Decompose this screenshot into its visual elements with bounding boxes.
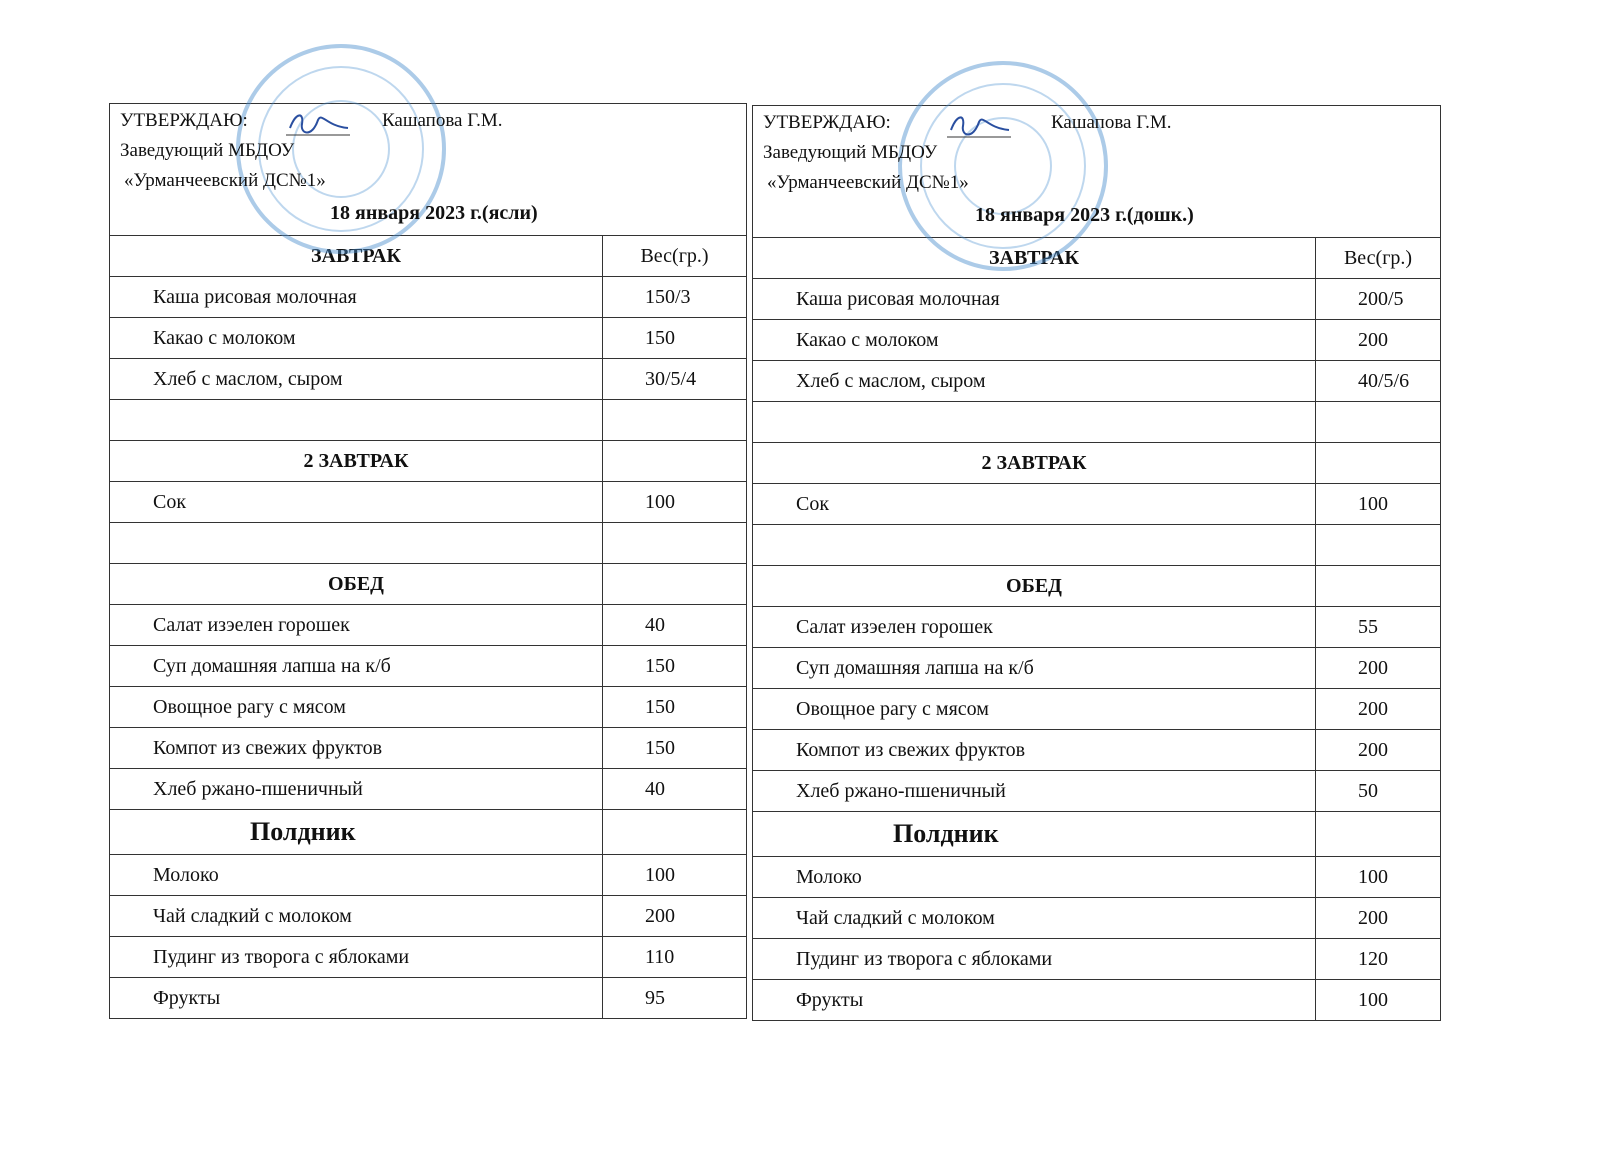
empty-row (753, 525, 1440, 566)
table-row (110, 482, 746, 523)
approver-name: Кашапова Г.М. (1051, 112, 1172, 133)
dish-cell: Пудинг из творога с яблоками (110, 937, 603, 977)
weight-cell: 50 (1358, 779, 1378, 802)
dish-cell (110, 400, 603, 440)
weight-cell: 200 (645, 904, 675, 927)
table-row (753, 648, 1440, 689)
dish-cell: Салат изэелен горошек (753, 607, 1316, 647)
weight-cell: 30/5/4 (645, 367, 697, 390)
weight-cell: 150/3 (645, 285, 691, 308)
dish-cell: Молоко (753, 857, 1316, 897)
snack-header-row (753, 812, 1440, 857)
breakfast-header-row (753, 238, 1440, 279)
table-row (753, 689, 1440, 730)
signature (943, 110, 1013, 144)
weight-cell: 100 (645, 863, 675, 886)
approval-header (753, 106, 1440, 238)
dish-cell: Сок (753, 484, 1316, 524)
weight-cell: 120 (1358, 947, 1388, 970)
dish-cell: Пудинг из творога с яблоками (753, 939, 1316, 979)
weight-cell (1316, 525, 1440, 565)
weight-cell: 100 (645, 490, 675, 513)
weight-cell: 200 (1358, 656, 1388, 679)
institution-name: «Урманчеевский ДС№1» (767, 172, 969, 193)
empty-row (110, 400, 746, 441)
dish-cell: ЗАВТРАК (110, 236, 603, 276)
empty-row (110, 523, 746, 564)
menu-preschool (752, 105, 1441, 1021)
weight-cell: 95 (645, 986, 665, 1009)
dish-cell: ОБЕД (753, 566, 1316, 606)
weight-cell: 200 (1358, 906, 1388, 929)
table-row (753, 939, 1440, 980)
breakfast-header-row (110, 236, 746, 277)
dish-cell: Чай сладкий с молоком (753, 898, 1316, 938)
second-breakfast-header-row (110, 441, 746, 482)
dish-cell: Каша рисовая молочная (753, 279, 1316, 319)
table-row (753, 607, 1440, 648)
dish-cell (753, 525, 1316, 565)
dish-cell: Какао с молоком (753, 320, 1316, 360)
weight-cell: Вес(гр.) (640, 244, 709, 267)
dish-cell: 2 ЗАВТРАК (753, 443, 1316, 483)
approve-label: УТВЕРЖДАЮ: (120, 110, 248, 131)
approver-name: Кашапова Г.М. (382, 110, 503, 131)
lunch-header-row (110, 564, 746, 605)
dish-cell: Хлеб ржано-пшеничный (110, 769, 603, 809)
table-row (110, 978, 746, 1019)
menu-date-title: 18 января 2023 г.(дошк.) (975, 204, 1194, 226)
weight-cell (1316, 443, 1440, 483)
dish-cell: Какао с молоком (110, 318, 603, 358)
dish-cell: Суп домашняя лапша на к/б (110, 646, 603, 686)
approval-header (110, 104, 746, 236)
table-row (110, 896, 746, 937)
dish-cell: Суп домашняя лапша на к/б (753, 648, 1316, 688)
table-row (753, 857, 1440, 898)
dish-cell: ЗАВТРАК (753, 238, 1316, 278)
table-row (753, 771, 1440, 812)
dish-cell: ОБЕД (110, 564, 603, 604)
position-title: Заведующий МБДОУ (120, 140, 295, 161)
menu-date-title: 18 января 2023 г.(ясли) (330, 202, 538, 224)
dish-cell: Фрукты (110, 978, 603, 1018)
table-row (110, 359, 746, 400)
snack-header-row (110, 810, 746, 855)
lunch-header-row (753, 566, 1440, 607)
table-row (110, 646, 746, 687)
table-row (753, 361, 1440, 402)
dish-cell: Полдник (753, 812, 1316, 856)
table-row (753, 279, 1440, 320)
weight-cell: 150 (645, 654, 675, 677)
approve-label: УТВЕРЖДАЮ: (763, 112, 891, 133)
dish-cell: Компот из свежих фруктов (110, 728, 603, 768)
dish-cell: Компот из свежих фруктов (753, 730, 1316, 770)
table-row (110, 277, 746, 318)
dish-cell: Овощное рагу с мясом (110, 687, 603, 727)
weight-cell: 110 (645, 945, 675, 968)
weight-cell (603, 523, 746, 563)
weight-cell (1316, 812, 1440, 856)
weight-cell (603, 564, 746, 604)
table-row (753, 980, 1440, 1021)
weight-cell (603, 441, 746, 481)
weight-cell: 40 (645, 777, 665, 800)
table-row (110, 937, 746, 978)
dish-cell: Овощное рагу с мясом (753, 689, 1316, 729)
dish-cell: Каша рисовая молочная (110, 277, 603, 317)
dish-cell: Полдник (110, 810, 603, 854)
weight-cell: 150 (645, 736, 675, 759)
weight-cell (603, 810, 746, 854)
dish-cell: 2 ЗАВТРАК (110, 441, 603, 481)
table-row (110, 687, 746, 728)
weight-cell: 40/5/6 (1358, 369, 1410, 392)
weight-cell: 150 (645, 326, 675, 349)
position-title: Заведующий МБДОУ (763, 142, 938, 163)
weight-cell: 40 (645, 613, 665, 636)
weight-cell: 200 (1358, 328, 1388, 351)
dish-cell (110, 523, 603, 563)
weight-cell: 200 (1358, 697, 1388, 720)
weight-cell (1316, 566, 1440, 606)
institution-name: «Урманчеевский ДС№1» (124, 170, 326, 191)
table-row (753, 320, 1440, 361)
dish-cell: Сок (110, 482, 603, 522)
table-row (110, 728, 746, 769)
table-row (753, 484, 1440, 525)
dish-cell: Хлеб с маслом, сыром (753, 361, 1316, 401)
weight-cell: 100 (1358, 865, 1388, 888)
weight-cell: 150 (645, 695, 675, 718)
weight-cell (603, 400, 746, 440)
table-row (110, 769, 746, 810)
table-row (753, 730, 1440, 771)
dish-cell: Хлеб с маслом, сыром (110, 359, 603, 399)
menu-nursery (109, 103, 747, 1019)
table-row (753, 898, 1440, 939)
table-row (110, 855, 746, 896)
weight-cell: 100 (1358, 988, 1388, 1011)
weight-cell: 100 (1358, 492, 1388, 515)
weight-cell: Вес(гр.) (1343, 246, 1413, 269)
dish-cell: Салат изэелен горошек (110, 605, 603, 645)
weight-cell: 200 (1358, 738, 1388, 761)
weight-cell: 200/5 (1358, 287, 1404, 310)
second-breakfast-header-row (753, 443, 1440, 484)
empty-row (753, 402, 1440, 443)
dish-cell (753, 402, 1316, 442)
dish-cell: Фрукты (753, 980, 1316, 1020)
dish-cell: Хлеб ржано-пшеничный (753, 771, 1316, 811)
dish-cell: Чай сладкий с молоком (110, 896, 603, 936)
dish-cell: Молоко (110, 855, 603, 895)
table-row (110, 318, 746, 359)
weight-cell (1316, 402, 1440, 442)
weight-cell: 55 (1358, 615, 1378, 638)
table-row (110, 605, 746, 646)
